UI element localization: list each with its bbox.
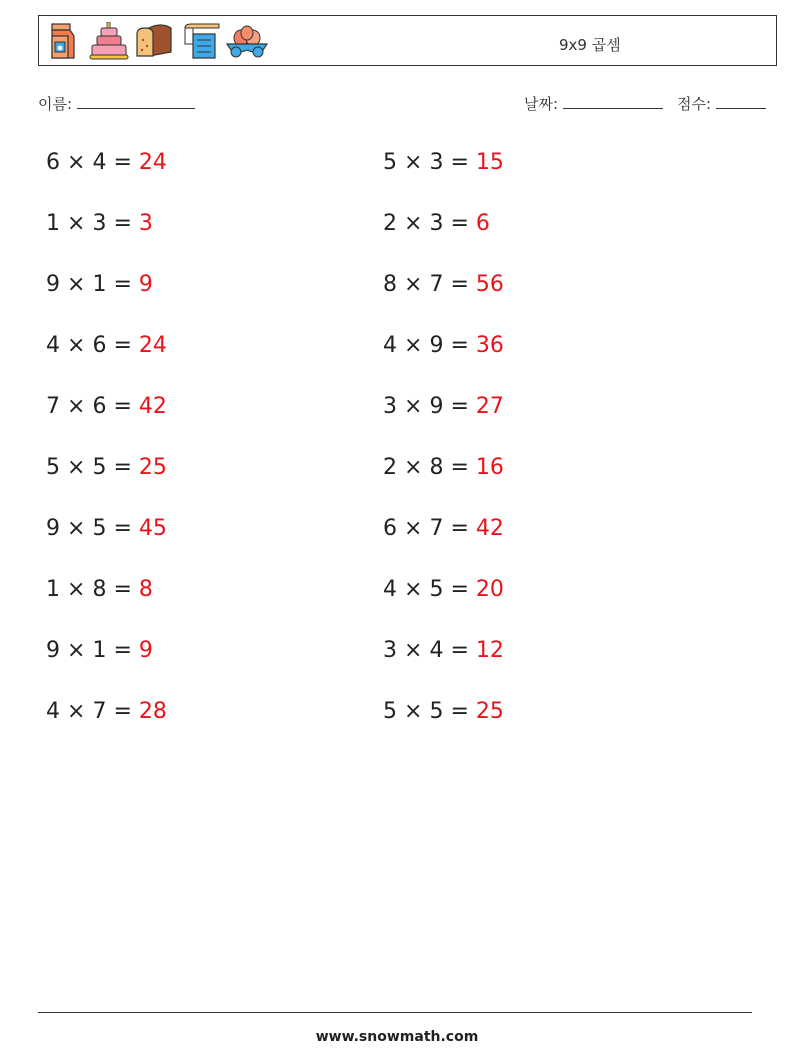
operand-b: 7 xyxy=(429,272,444,297)
operand-a: 6 xyxy=(383,516,397,541)
operand-a: 7 xyxy=(46,394,60,419)
answer: 24 xyxy=(138,150,167,175)
equals-sign: = xyxy=(113,333,132,358)
footer-divider xyxy=(38,1012,752,1013)
equals-sign: = xyxy=(450,455,469,480)
answer: 42 xyxy=(475,516,504,541)
answer: 20 xyxy=(475,577,504,602)
problem-item xyxy=(46,638,153,664)
problem-item xyxy=(383,638,504,664)
problem-item xyxy=(383,272,504,298)
answer: 15 xyxy=(475,150,504,175)
problem-item xyxy=(46,516,167,542)
problem-item xyxy=(383,333,504,359)
operand-a: 1 xyxy=(46,211,60,236)
multiply-sign: × xyxy=(67,577,86,602)
problem-item xyxy=(46,394,167,420)
equals-sign: = xyxy=(450,333,469,358)
answer: 8 xyxy=(138,577,153,602)
operand-a: 4 xyxy=(46,333,60,358)
multiply-sign: × xyxy=(67,211,86,236)
equals-sign: = xyxy=(450,699,469,724)
answer: 36 xyxy=(475,333,504,358)
answer: 3 xyxy=(138,211,153,236)
problem-item xyxy=(46,455,167,481)
answer: 24 xyxy=(138,333,167,358)
equals-sign: = xyxy=(113,272,132,297)
problem-item xyxy=(383,455,504,481)
answer: 25 xyxy=(475,699,504,724)
answer: 42 xyxy=(138,394,167,419)
problem-item xyxy=(383,577,504,603)
operand-b: 8 xyxy=(92,577,107,602)
operand-a: 9 xyxy=(46,272,60,297)
answer: 9 xyxy=(138,272,153,297)
answer: 12 xyxy=(475,638,504,663)
operand-b: 5 xyxy=(92,455,107,480)
operand-a: 5 xyxy=(46,455,60,480)
multiply-sign: × xyxy=(67,455,86,480)
multiply-sign: × xyxy=(67,638,86,663)
operand-a: 4 xyxy=(46,699,60,724)
problem-item xyxy=(46,577,153,603)
operand-a: 2 xyxy=(383,455,397,480)
problem-item xyxy=(46,211,153,237)
name-label: 이름: xyxy=(38,95,73,113)
operand-a: 4 xyxy=(383,333,397,358)
operand-b: 6 xyxy=(92,333,107,358)
multiply-sign: × xyxy=(67,516,86,541)
equals-sign: = xyxy=(450,577,469,602)
multiply-sign: × xyxy=(404,333,423,358)
multiply-sign: × xyxy=(404,150,423,175)
answer: 27 xyxy=(475,394,504,419)
answer: 56 xyxy=(475,272,504,297)
date-label: 날짜: xyxy=(524,95,559,113)
multiply-sign: × xyxy=(67,272,86,297)
multiply-sign: × xyxy=(67,394,86,419)
problem-item xyxy=(383,150,504,176)
equals-sign: = xyxy=(113,455,132,480)
operand-b: 9 xyxy=(429,394,444,419)
multiply-sign: × xyxy=(404,211,423,236)
operand-a: 6 xyxy=(46,150,60,175)
problem-item xyxy=(383,211,490,237)
multiply-sign: × xyxy=(67,150,86,175)
equals-sign: = xyxy=(450,150,469,175)
operand-b: 5 xyxy=(429,577,444,602)
operand-b: 1 xyxy=(92,272,107,297)
answer: 28 xyxy=(138,699,167,724)
multiply-sign: × xyxy=(404,455,423,480)
equals-sign: = xyxy=(113,150,132,175)
problem-item xyxy=(383,699,504,725)
operand-b: 8 xyxy=(429,455,444,480)
multiply-sign: × xyxy=(67,699,86,724)
multiply-sign: × xyxy=(67,333,86,358)
equals-sign: = xyxy=(450,272,469,297)
operand-b: 3 xyxy=(92,211,107,236)
equals-sign: = xyxy=(450,211,469,236)
operand-a: 1 xyxy=(46,577,60,602)
equals-sign: = xyxy=(450,516,469,541)
multiply-sign: × xyxy=(404,272,423,297)
operand-b: 4 xyxy=(92,150,107,175)
answer: 25 xyxy=(138,455,167,480)
answer: 16 xyxy=(475,455,504,480)
operand-b: 4 xyxy=(429,638,444,663)
operand-b: 1 xyxy=(92,638,107,663)
operand-b: 9 xyxy=(429,333,444,358)
equals-sign: = xyxy=(450,394,469,419)
worksheet-title: 9x9 곱셈 xyxy=(559,36,621,54)
operand-b: 5 xyxy=(429,699,444,724)
answer: 6 xyxy=(475,211,490,236)
problem-item xyxy=(383,394,504,420)
multiply-sign: × xyxy=(404,394,423,419)
operand-b: 3 xyxy=(429,211,444,236)
problem-item xyxy=(46,150,167,176)
operand-a: 3 xyxy=(383,394,397,419)
operand-b: 3 xyxy=(429,150,444,175)
operand-a: 9 xyxy=(46,516,60,541)
multiply-sign: × xyxy=(404,577,423,602)
operand-b: 6 xyxy=(92,394,107,419)
multiply-sign: × xyxy=(404,699,423,724)
answer: 45 xyxy=(138,516,167,541)
operand-b: 7 xyxy=(429,516,444,541)
equals-sign: = xyxy=(113,516,132,541)
answer: 9 xyxy=(138,638,153,663)
operand-a: 9 xyxy=(46,638,60,663)
multiply-sign: × xyxy=(404,638,423,663)
multiply-sign: × xyxy=(404,516,423,541)
problem-item xyxy=(46,699,167,725)
problem-item xyxy=(46,272,153,298)
operand-b: 5 xyxy=(92,516,107,541)
equals-sign: = xyxy=(113,211,132,236)
footer-website: www.snowmath.com xyxy=(315,1029,479,1045)
operand-a: 4 xyxy=(383,577,397,602)
problem-item xyxy=(46,333,167,359)
problem-item xyxy=(383,516,504,542)
equals-sign: = xyxy=(113,699,132,724)
operand-a: 5 xyxy=(383,150,397,175)
operand-a: 2 xyxy=(383,211,397,236)
equals-sign: = xyxy=(450,638,469,663)
equals-sign: = xyxy=(113,394,132,419)
equals-sign: = xyxy=(113,577,132,602)
score-label: 점수: xyxy=(677,95,712,113)
operand-a: 5 xyxy=(383,699,397,724)
equals-sign: = xyxy=(113,638,132,663)
operand-a: 8 xyxy=(383,272,397,297)
operand-a: 3 xyxy=(383,638,397,663)
operand-b: 7 xyxy=(92,699,107,724)
